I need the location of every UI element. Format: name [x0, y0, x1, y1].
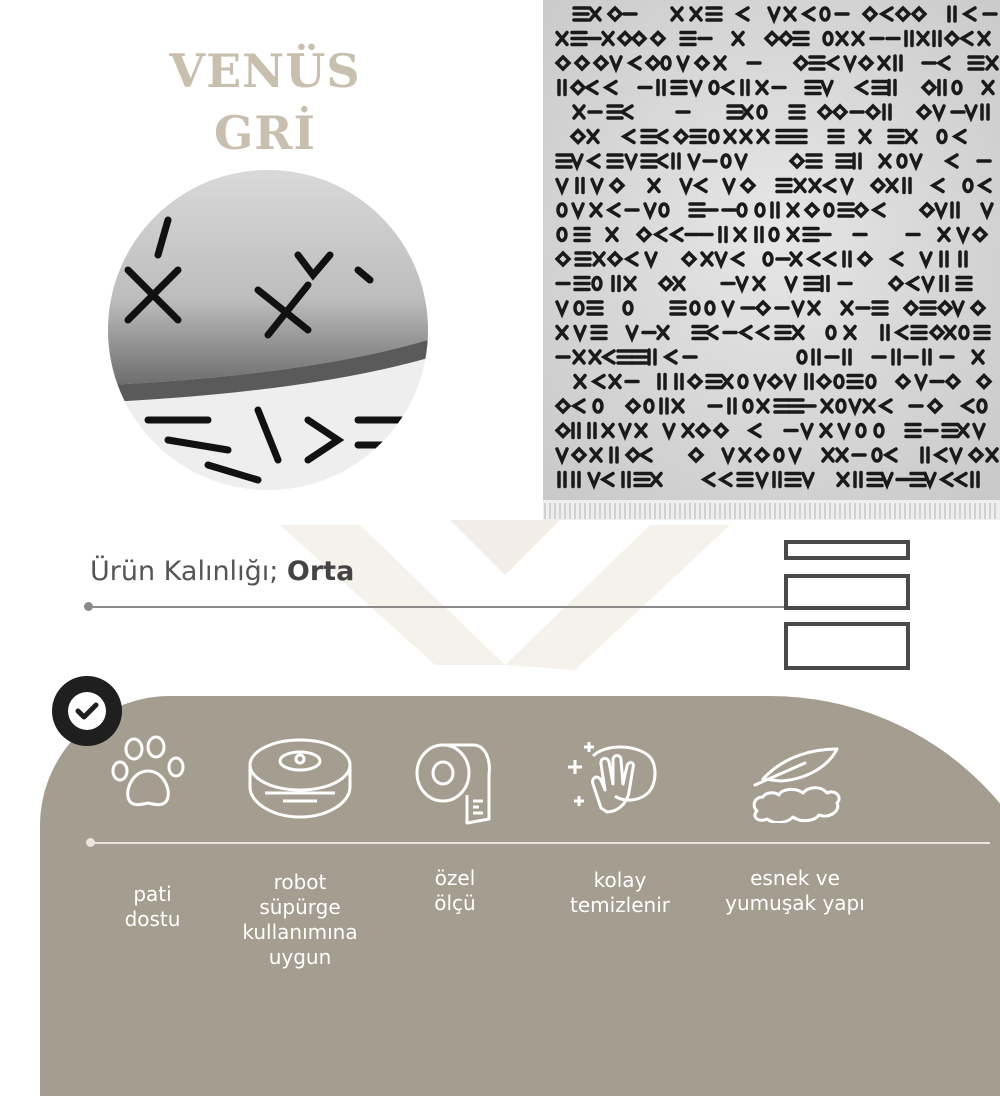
feather-cloud-icon — [745, 745, 853, 823]
thickness-value: Orta — [286, 556, 355, 587]
features-divider-dot — [86, 838, 95, 847]
robot-vacuum-icon — [245, 735, 355, 823]
feature-label-custom-size: özel ölçü — [434, 866, 476, 915]
measuring-tape-icon — [413, 735, 495, 825]
features-divider — [90, 842, 990, 844]
cleaning-hand-icon — [565, 738, 660, 818]
thickness-bar-thick — [784, 622, 910, 670]
product-color: GRİ — [213, 106, 317, 160]
rug-closeup-image — [108, 170, 428, 490]
feature-label-soft: esnek ve yumuşak yapı — [725, 866, 865, 915]
divider-line — [88, 606, 800, 608]
product-name: VENÜS — [169, 44, 361, 98]
product-title — [150, 40, 380, 164]
feature-label-robot: robot süpürge kullanımına uygun — [242, 870, 358, 969]
thickness-bar-medium — [784, 574, 910, 610]
watermark-logo — [270, 505, 740, 675]
rug-image — [543, 0, 1000, 520]
feature-label-pet: pati dostu — [124, 882, 181, 931]
paw-icon — [110, 735, 192, 813]
thickness-label: Ürün Kalınlığı; — [90, 556, 279, 587]
feature-label-easy-clean: kolay temizlenir — [570, 868, 670, 917]
thickness-bar-thin — [784, 540, 910, 560]
thickness-info — [90, 556, 354, 587]
divider-dot — [84, 602, 93, 611]
